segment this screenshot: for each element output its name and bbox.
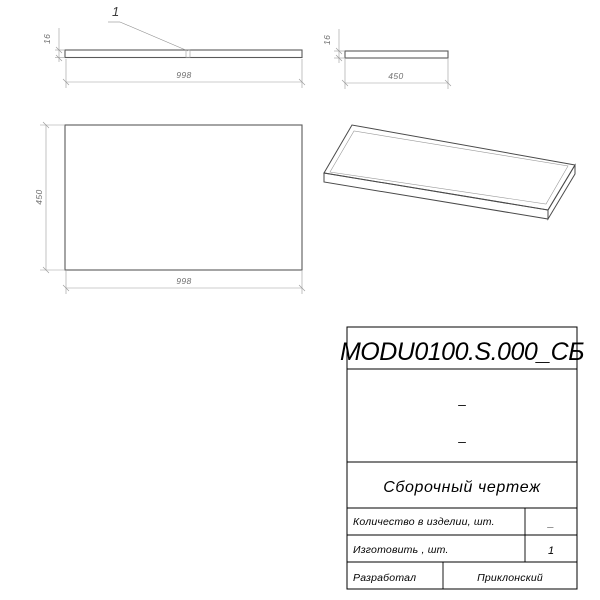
front-thickness-dim-text: 16: [42, 33, 52, 44]
developer-role-label: Разработал: [353, 572, 417, 584]
front-length-dim-text: 998: [176, 70, 192, 80]
title-block: [340, 327, 584, 589]
iso-right-face: [548, 165, 575, 219]
plan-width-dim-text: 450: [34, 189, 44, 205]
quantity-value: _: [547, 517, 555, 529]
front-edge-view: [42, 4, 305, 88]
side-width-dim-text: 450: [388, 71, 404, 81]
plan-rectangle: [65, 125, 302, 270]
side-edge-view: [322, 29, 451, 89]
designation-text: MODU0100.S.000_СБ: [339, 338, 585, 366]
developer-name-text: Приклонский: [477, 572, 543, 584]
position-leader-line: [120, 22, 188, 51]
isometric-view: [324, 125, 575, 219]
position-number-1: 1: [112, 4, 120, 19]
iso-top-face: [324, 125, 575, 210]
iso-front-face: [324, 173, 548, 219]
document-name-text: Сборочный чертеж: [383, 479, 541, 496]
top-plan-view: [34, 122, 305, 294]
front-edge-bar: [65, 50, 302, 58]
material-row-text: –: [458, 396, 466, 412]
side-edge-bar: [345, 51, 448, 58]
note-row-text: –: [458, 433, 466, 449]
manufacture-label: Изготовить , шт.: [353, 544, 449, 556]
quantity-label: Количество в изделии, шт.: [353, 516, 495, 528]
manufacture-value: 1: [547, 545, 555, 557]
plan-length-dim-text: 998: [176, 276, 192, 286]
front-edge-joint-mark: [186, 50, 190, 58]
side-thickness-dim-text: 16: [322, 34, 332, 45]
